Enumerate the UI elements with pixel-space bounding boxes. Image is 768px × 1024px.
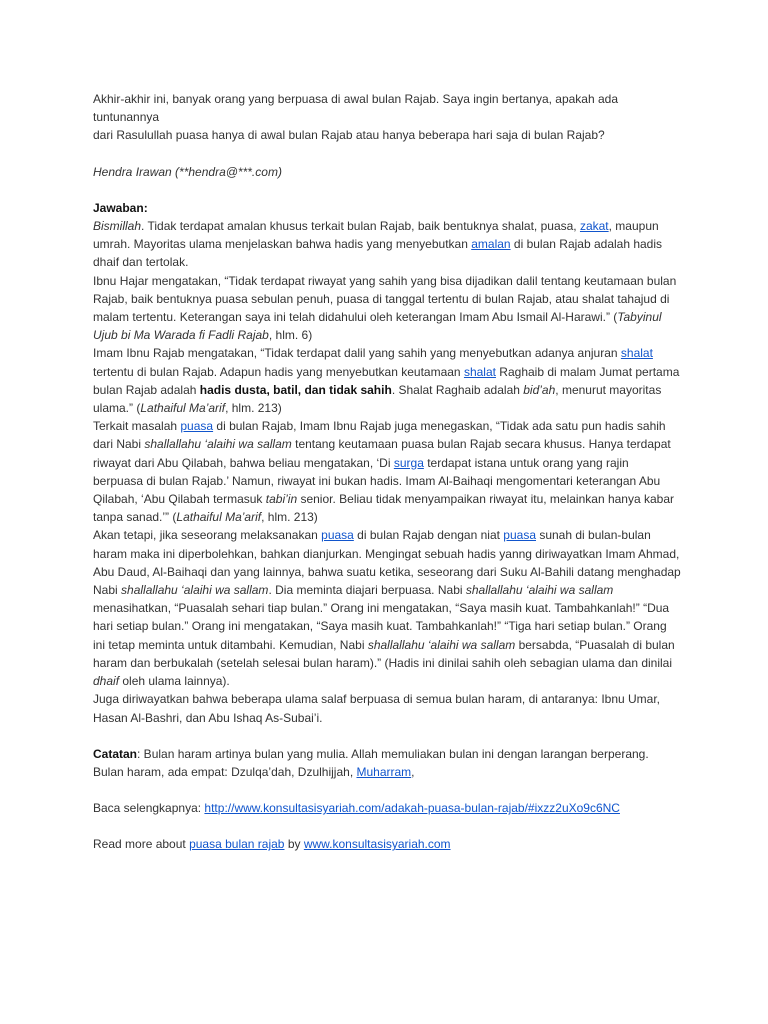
text-run: Akan tetapi, jika seseorang melaksanakan	[93, 528, 322, 543]
text-run: . Tidak terdapat amalan khusus terkait bulan Rajab, baik bentuknya shalat, puasa,	[141, 219, 580, 234]
text-run: di bulan Rajab, Imam Ibnu Rajab juga menegaskan, “Tidak ada satu pun hadis sahih dari Nabi	[93, 419, 666, 452]
text-run: di bulan Rajab adalah hadis dhaif dan tertolak.	[93, 237, 663, 270]
catatan-label: Catatan	[93, 746, 138, 761]
asker-text: Hendra Irawan (**hendra@***.com)	[93, 164, 282, 179]
reference-title: Lathaiful Ma’arif	[176, 510, 262, 525]
text-run: : Bulan haram artinya bulan yang mulia. Allah memuliakan bulan ini dengan larangan berperang. Bulan haram, ada empat: Dzulqa’dah, Dzulhijjah,	[93, 746, 649, 779]
answer-heading	[93, 199, 681, 217]
text-run: Read more about	[93, 837, 190, 852]
text-run: sunah di bulan-bulan haram maka ini diperbolehkan, bahkan dianjurkan. Mengingat sebuah hadis yanng diriwayatkan Imam Ahmad, Abu Daud, Al-Baihaqi dan yang lainnya, bahwa suatu ketika, seseorang dari Suku Al-Bahili datang menghadap Nabi	[93, 528, 681, 598]
emphasis-text: hadis dusta, batil, dan tidak sahih	[199, 382, 392, 397]
text-run: Imam Ibnu Rajab mengatakan, “Tidak terdapat dalil yang sahih yang menyebutkan adanya anjuran	[93, 346, 621, 361]
link-amalan[interactable]: amalan	[471, 237, 511, 252]
link-topic[interactable]: puasa bulan rajab	[189, 837, 285, 852]
reference-title: Lathaiful Ma’arif	[140, 401, 226, 416]
link-muharram[interactable]: Muharram	[356, 764, 412, 779]
salutation-text: shallallahu ‘alaihi wa sallam	[367, 637, 516, 652]
reference-title: Tabyinul Ujub bi Ma Warada fi Fadli Rajab	[93, 310, 662, 343]
catatan-paragraph	[93, 745, 681, 781]
answer-paragraph-2	[93, 272, 681, 345]
source-url-link[interactable]: http://www.konsultasisyariah.com/adakah-puasa-bulan-rajab/#ixzz2uXo9c6NC	[204, 801, 620, 816]
bismillah-text: Bismillah	[93, 219, 142, 234]
text-run: ,	[411, 764, 415, 779]
answer-paragraph-4	[93, 417, 681, 526]
read-more	[93, 835, 681, 853]
link-puasa[interactable]: puasa	[503, 528, 536, 543]
italic-term: tabi’in	[265, 492, 298, 507]
link-zakat[interactable]: zakat	[579, 219, 609, 234]
link-shalat[interactable]: shalat	[620, 346, 653, 361]
text-run: senior. Beliau tidak menyampaikan riwayat itu, melainkan hanya kabar tanpa sanad.’” (	[93, 492, 674, 525]
text-run: Terkait masalah	[93, 419, 181, 434]
text-run: tertentu di bulan Rajab. Adapun hadis yang menyebutkan keutamaan	[93, 364, 464, 379]
text-run: , hlm. 6)	[268, 328, 313, 343]
text-run: terdapat istana untuk orang yang rajin berpuasa di bulan Rajab.’ Namun, riwayat ini bukan hadis. Imam Al-Baihaqi mengomentari keterangan Abu Qilabah, ‘Abu Qilabah termasuk	[93, 455, 661, 507]
text-run: . Shalat Raghaib adalah	[391, 382, 524, 397]
question-line-2: dari Rasulullah puasa hanya di awal bulan Rajab atau hanya beberapa hari saja di bulan Rajab?	[93, 128, 605, 143]
answer-paragraph-3	[93, 344, 681, 417]
italic-term: bid’ah	[523, 382, 556, 397]
link-shalat[interactable]: shalat	[463, 364, 496, 379]
link-puasa[interactable]: puasa	[321, 528, 354, 543]
baca-selengkapnya	[93, 799, 681, 817]
answer-paragraph-5	[93, 526, 681, 690]
text-run: tentang keutamaan puasa bulan Rajab secara khusus. Hanya terdapat riwayat dari Abu Qilabah, bahwa beliau mengatakan, ‘Di	[93, 437, 671, 470]
text-run: , hlm. 213)	[225, 401, 282, 416]
italic-term: dhaif	[93, 674, 120, 689]
link-site[interactable]: www.konsultasisyariah.com	[303, 837, 451, 852]
text-run: di bulan Rajab dengan niat	[353, 528, 504, 543]
salutation-text: shallallahu ‘alaihi wa sallam	[121, 583, 269, 598]
question-line-1: Akhir-akhir ini, banyak orang yang berpuasa di awal bulan Rajab. Saya ingin bertanya, apakah ada tuntunannya	[93, 92, 619, 125]
text-run: by	[284, 837, 304, 852]
text-run: , menurut mayoritas ulama.” (	[93, 382, 662, 416]
salutation-text: shallallahu ‘alaihi wa sallam	[465, 583, 614, 598]
answer-paragraph-6: Juga diriwayatkan bahwa beberapa ulama salaf berpuasa di semua bulan haram, di antaranya: Ibnu Umar, Hasan Al-Bashri, dan Abu Ishaq As-Subai’i.	[93, 692, 661, 725]
text-run: . Dia meminta diajari berpuasa. Nabi	[268, 583, 466, 598]
baca-label: Baca selengkapnya:	[93, 801, 205, 816]
text-run: Raghaib di malam Jumat pertama bulan Rajab adalah	[93, 364, 680, 397]
text-run: , hlm. 213)	[261, 510, 318, 525]
question-paragraph	[93, 90, 681, 145]
text-run: bersabda, “Puasalah di bulan haram dan berbukalah (setelah selesai bulan haram).” (Hadis ini dinilai sahih oleh sebagian ulama dan dinilai	[93, 637, 675, 670]
text-run: Ibnu Hajar mengatakan, “Tidak terdapat riwayat yang sahih yang bisa dijadikan dalil tentang keutamaan bulan Rajab, baik bentuknya puasa sebulan penuh, puasa di tanggal tertentu di bulan Rajab, atau shalat tahajud di malam tertentu. Keterangan saya ini telah didahului oleh keterangan Imam Abu Ismail Al-Harawi.” (	[93, 273, 677, 325]
text-run: menasihatkan, “Puasalah sehari tiap bulan.” Orang ini mengatakan, “Saya masih kuat. Tambahkanlah!” “Dua hari setiap bulan.” Orang ini mengatakan, “Saya masih kuat. Tambahkanlah!” “Tiga hari setiap bulan.” Orang ini tetap meminta untuk ditambahi. Kemudian, Nabi	[93, 601, 670, 652]
asker-name	[93, 163, 681, 181]
salutation-text: shallallahu ‘alaihi wa sallam	[144, 437, 292, 452]
answer-paragraph-1	[93, 217, 681, 272]
text-run: , maupun umrah. Mayoritas ulama menjelaskan bahwa hadis yang menyebutkan	[93, 219, 659, 252]
text-run: oleh ulama lainnya).	[119, 674, 230, 689]
article-body	[93, 90, 681, 854]
link-surga[interactable]: surga	[393, 455, 424, 470]
link-puasa[interactable]: puasa	[180, 419, 214, 434]
answer-heading-text: Jawaban:	[93, 200, 148, 215]
